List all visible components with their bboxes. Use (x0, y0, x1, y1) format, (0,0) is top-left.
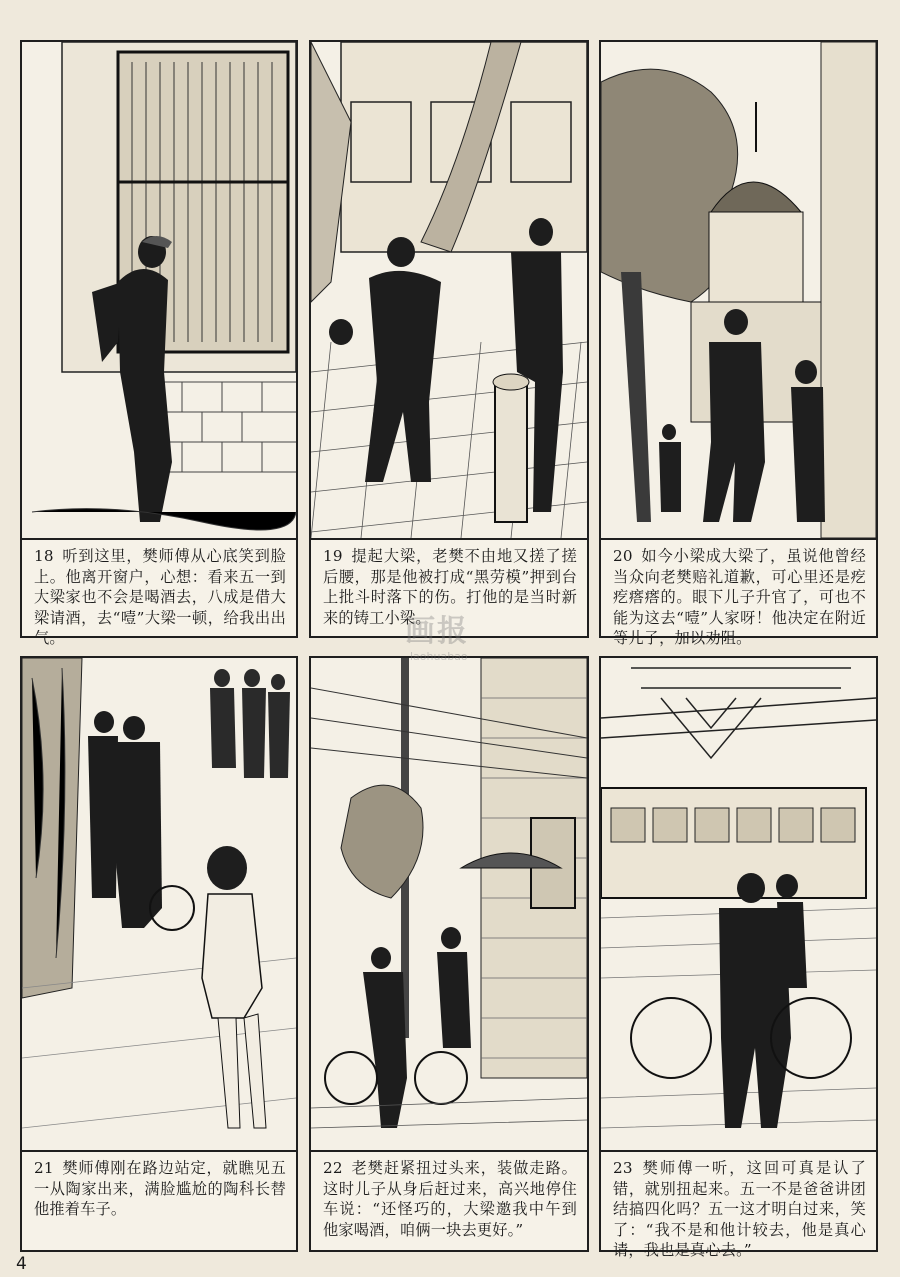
caption-text: 老樊赶紧扭过头来，装做走路。这时儿子从身后赶过来，高兴地停住车说：“还怪巧的，大梁邀我中午到他家喝酒，咱俩一块去更好。” (323, 1159, 577, 1239)
panel-21-caption (22, 1150, 296, 1250)
panel-21-illustration (22, 658, 296, 1152)
panel-22 (309, 656, 589, 1252)
panel-number: 21 (34, 1159, 54, 1177)
panel-number: 20 (613, 547, 633, 565)
panel-number: 22 (323, 1159, 343, 1177)
panel-22-caption (311, 1150, 587, 1250)
caption-text: 樊师傅一听，这回可真是认了错，就别扭起来。五一不是爸爸讲团结搞四化吗？五一这才明白过来，笑了：“我不是和他计较去，他是真心请，我也是真心去。” (613, 1159, 866, 1259)
panel-number: 18 (34, 547, 54, 565)
panel-23-caption (601, 1150, 876, 1259)
panel-number: 19 (323, 547, 343, 565)
panel-22-illustration (311, 658, 587, 1152)
panel-23-illustration (601, 658, 876, 1152)
panel-18-caption (22, 538, 296, 647)
panel-20-illustration (601, 42, 876, 540)
panel-23 (599, 656, 878, 1259)
watermark: 画报 (405, 614, 469, 649)
caption-text: 提起大梁，老樊不由地又搓了搓后腰，那是他被打成“黑劳模”押到台上批斗时落下的伤。打他的是当时新来的铸工小梁。 (323, 547, 577, 627)
page-number: 4 (16, 1254, 27, 1274)
panel-19-illustration (311, 42, 587, 540)
panel-19 (309, 40, 589, 638)
caption-text: 听到这里，樊师傅从心底笑到脸上。他离开窗户，心想：看来五一到大梁家也不会是喝酒去，八成是借大梁请酒，去“噎”大梁一顿，给我出出气。 (34, 547, 286, 647)
panel-18-illustration (22, 42, 296, 540)
panel-18 (20, 40, 298, 647)
panel-20-caption (601, 538, 876, 647)
panel-20 (599, 40, 878, 647)
caption-text: 樊师傅刚在路边站定，就瞧见五一从陶家出来，满脸尴尬的陶科长替他推着车子。 (34, 1159, 286, 1218)
panel-number: 23 (613, 1159, 633, 1177)
panel-21 (20, 656, 298, 1252)
watermark-sub: laohuabao (410, 650, 468, 663)
caption-text: 如今小梁成大梁了，虽说他曾经当众向老樊赔礼道歉，可心里还是疙疙瘩瘩的。眼下儿子升官了，可也不能为这去“噎”人家呀！他决定在附近等儿子，加以劝阻。 (613, 547, 866, 647)
